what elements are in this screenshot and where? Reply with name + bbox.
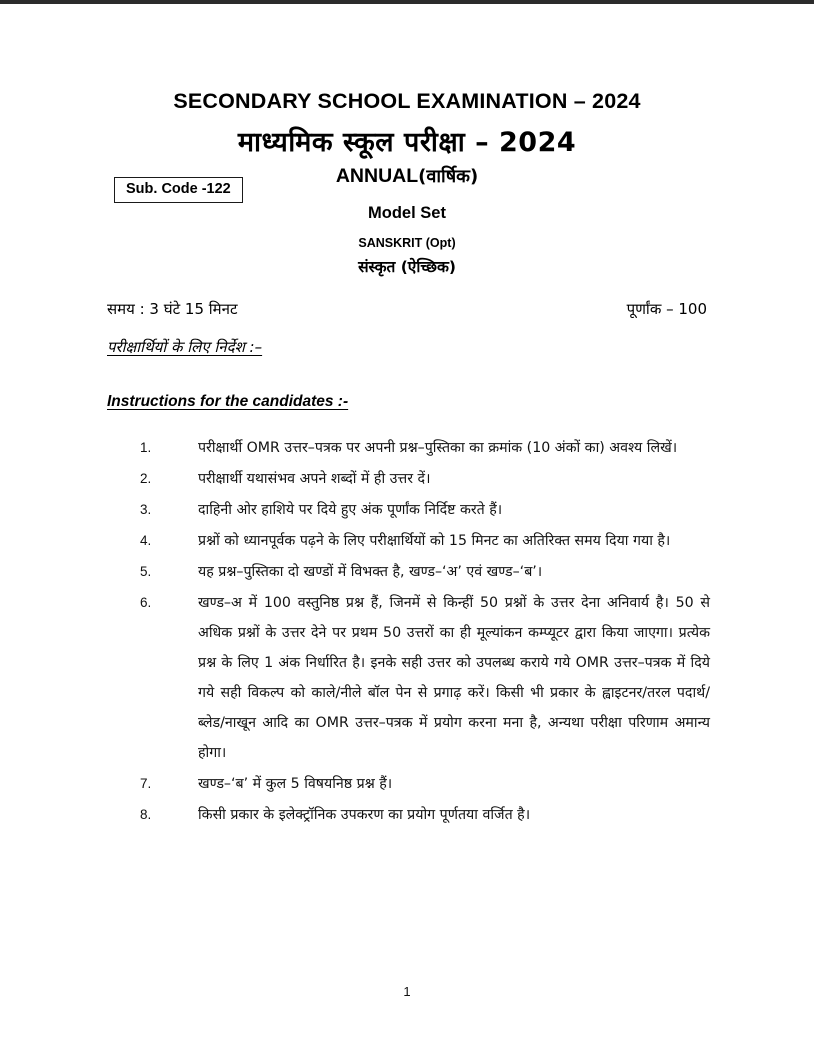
paper-type-label: Model Set <box>368 203 446 222</box>
full-marks-label: पूर्णांक – 100 <box>626 299 707 318</box>
instruction-item <box>0 495 710 525</box>
instruction-number: 1. <box>140 439 152 455</box>
instructions-heading-english: Instructions for the candidates :- <box>107 392 349 410</box>
exam-session-hindi: (वार्षिक) <box>418 165 479 187</box>
instruction-number: 8. <box>140 806 152 822</box>
instruction-number: 4. <box>140 532 152 548</box>
instruction-text: यह प्रश्न–पुस्तिका दो खण्डों में विभक्त है, खण्ड–‘अ’ एवं खण्ड–‘ब’। <box>198 563 543 580</box>
document-header <box>0 4 814 277</box>
exam-title-hindi: माध्यमिक स्कूल परीक्षा – 2024 <box>237 126 577 158</box>
exam-meta-row <box>107 277 707 321</box>
instruction-item <box>0 526 710 556</box>
instruction-item <box>0 800 710 830</box>
instruction-number: 6. <box>140 594 152 610</box>
instructions-heading-block <box>0 321 814 411</box>
instruction-text: खण्ड–‘ब’ में कुल 5 विषयनिष्ठ प्रश्न हैं। <box>198 775 393 792</box>
page-number: 1 <box>403 984 411 999</box>
instruction-item <box>0 557 710 587</box>
instruction-number: 3. <box>140 501 152 517</box>
instructions-heading-hindi: परीक्षार्थियों के लिए निर्देश :– <box>107 337 263 356</box>
instruction-text: खण्ड–अ में 100 वस्तुनिष्ठ प्रश्न हैं, जिनमें से किन्हीं 50 प्रश्नों के उत्तर देना अनिवार्य है। 50 से अधिक प्रश्नों के उत्तर देने पर प्रथम 50 उत्तरों का ही मूल्यांकन कम्प्यूटर द्वारा किया जाएगा। प्रत्येक प्रश्न के लिए 1 अंक निर्धारित है। इनके सही उत्तर को उपलब्ध कराये गये OMR उत्तर–पत्रक में दिये गये सही विकल्प को काले/नीले बॉल पेन से प्रगाढ़ करें। किसी भी प्रकार के ह्वाइटनर/तरल पदार्थ/ब्लेड/नाखून आदि का OMR उत्तर–पत्रक में प्रयोग करना मना है, अन्यथा परीक्षा परिणाम अमान्य होगा। <box>198 594 710 761</box>
instruction-number: 7. <box>140 775 152 791</box>
instruction-text: दाहिनी ओर हाशिये पर दिये हुए अंक पूर्णांक निर्दिष्ट करते हैं। <box>198 501 503 518</box>
instructions-list <box>0 411 710 830</box>
instruction-item <box>0 464 710 494</box>
exam-title-english: SECONDARY SCHOOL EXAMINATION – 2024 <box>173 89 641 113</box>
instruction-item <box>0 769 710 799</box>
instruction-text: प्रश्नों को ध्यानपूर्वक पढ़ने के लिए परीक्षार्थियों को 15 मिनट का अतिरिक्त समय दिया गया है। <box>198 532 671 549</box>
instruction-number: 2. <box>140 470 152 486</box>
instruction-item <box>0 588 710 768</box>
instruction-number: 5. <box>140 563 152 579</box>
exam-duration-label: समय : 3 घंटे 15 मिनट <box>107 299 238 318</box>
exam-session-english: ANNUAL <box>335 164 419 187</box>
subject-name-hindi: संस्कृत (ऐच्छिक) <box>358 257 456 276</box>
subject-code-box: Sub. Code -122 <box>114 177 243 203</box>
page-sheet <box>0 4 814 1061</box>
instruction-text: परीक्षार्थी यथासंभव अपने शब्दों में ही उत्तर दें। <box>198 470 431 487</box>
instruction-item <box>0 433 710 463</box>
subject-name-english: SANSKRIT (Opt) <box>358 236 456 251</box>
instruction-text: परीक्षार्थी OMR उत्तर–पत्रक पर अपनी प्रश्न–पुस्तिका का क्रमांक (10 अंकों का) अवश्य लिखें। <box>198 439 678 456</box>
instruction-text: किसी प्रकार के इलेक्ट्रॉनिक उपकरण का प्रयोग पूर्णतया वर्जित है। <box>198 806 531 823</box>
